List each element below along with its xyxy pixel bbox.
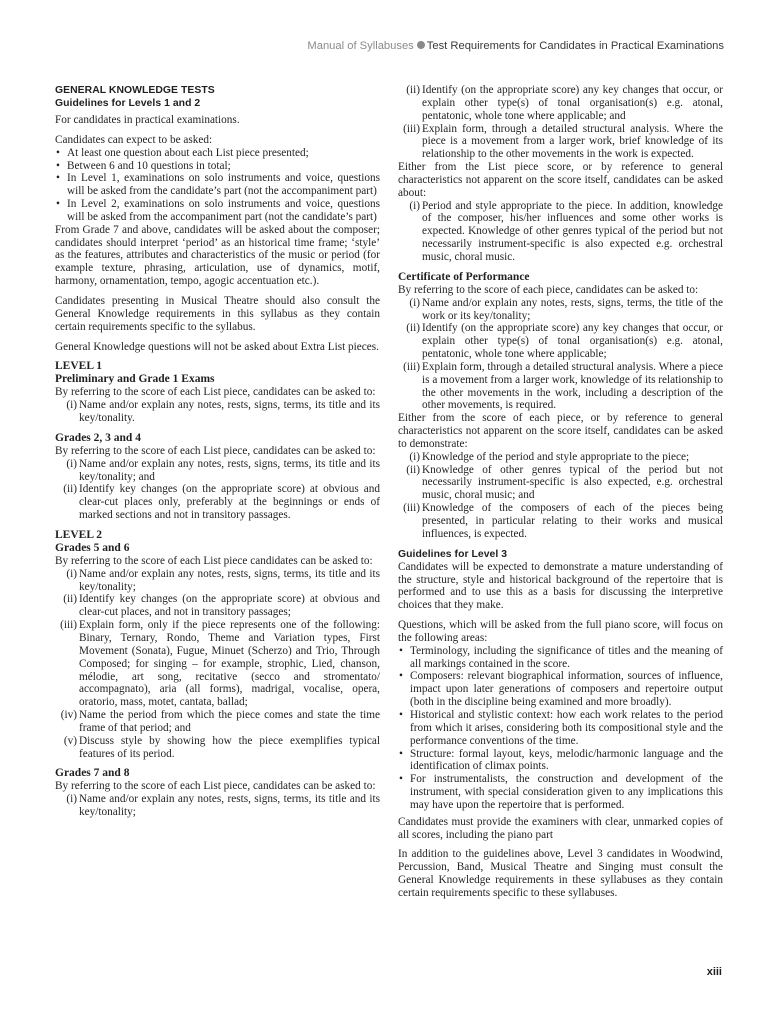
left-column bbox=[55, 84, 380, 819]
intro-practical: For candidates in practical examinations. bbox=[55, 114, 240, 126]
right-column bbox=[398, 84, 723, 900]
list-item: (iii) Explain form, through a detailed structural analysis. Where a piece is a movement from a larger work, knowledge of its relationship to the other movements in the work, including a description of the other movements, is required. bbox=[403, 360, 723, 412]
bullet-separator-icon bbox=[417, 41, 425, 49]
list-item: (iii) Explain form, through a detailed structural analysis. Where the piece is a movement from a larger work, brief knowledge of its relationship to the other movements in the work is expected. bbox=[403, 122, 723, 161]
section-title: Test Requirements for Candidates in Practical Examinations bbox=[426, 40, 724, 52]
list-item: (iv) Name the period from which the piece comes and state the time frame of that period; and bbox=[60, 709, 380, 734]
list-item: • In Level 1, examinations on solo instruments and voice, questions will be asked from the candidate’s part (not the accompaniment part) bbox=[55, 172, 380, 198]
extra-list-paragraph: General Knowledge questions will not be asked about Extra List pieces. bbox=[55, 340, 379, 353]
g3-list bbox=[398, 645, 723, 812]
g78-list bbox=[55, 793, 380, 819]
g56-list bbox=[55, 568, 380, 761]
list-item: (i) Name and/or explain any notes, rests, signs, terms, its title and its key/tonality; bbox=[66, 567, 380, 593]
g78-intro: By referring to the score of each List piece, candidates can be asked to: bbox=[55, 780, 376, 793]
list-item: (i) Knowledge of the period and style appropriate to the piece; bbox=[409, 450, 690, 463]
heading-grades-5-6: Grades 5 and 6 bbox=[55, 541, 130, 554]
heading-grades-7-8: Grades 7 and 8 bbox=[55, 767, 130, 780]
heading-grades-2-3-4: Grades 2, 3 and 4 bbox=[55, 431, 141, 444]
list-item: • For instrumentalists, the construction and development of the instrument, with special consideration given to any implications this may have upon the repertoire that is performed. bbox=[398, 773, 723, 812]
either-list bbox=[398, 200, 723, 264]
heading-guidelines-level-3: Guidelines for Level 3 bbox=[398, 548, 508, 560]
g3-paragraph-2: Questions, which will be asked from the full piano score, will focus on the following areas: bbox=[398, 619, 723, 644]
list-item: • Between 6 and 10 questions in total; bbox=[55, 160, 380, 173]
list-item: • At least one question about each List piece presented; bbox=[55, 147, 380, 160]
g234-list bbox=[55, 458, 380, 522]
prelim-intro: By referring to the score of each List piece, candidates can be asked to: bbox=[55, 386, 376, 399]
cop-either-list bbox=[398, 451, 723, 541]
list-item: (i) Name and/or explain any notes, rests, signs, terms, its title and its key/tonality; and bbox=[66, 457, 380, 483]
list-item: • Composers: relevant biographical information, sources of influence, impact upon later generations of composers and repertoire output (both in the discipline being examined and more broadly). bbox=[398, 670, 723, 709]
list-item: (i) Period and style appropriate to the piece. In addition, knowledge of the composer, his/her influences and some other works is expected. Knowledge of other genres typical of the period but not necessarily instrument-specific is also expected e.g. orchestral music, choral music. bbox=[409, 199, 723, 263]
cop-list bbox=[398, 297, 723, 413]
list-item: • Terminology, including the significance of titles and the meaning of all markings contained in the score. bbox=[398, 645, 723, 671]
g56-intro: By referring to the score of each List piece candidates can be asked to: bbox=[55, 554, 373, 567]
list-item: • Structure: formal layout, keys, melodic/harmonic language and the identification of climax points. bbox=[398, 748, 723, 774]
musical-theatre-paragraph: Candidates presenting in Musical Theatre should also consult the General Knowledge requirements in this syllabus as they contain certain requirements specific to the syllabus. bbox=[55, 294, 380, 333]
list-item: (i) Name and/or explain any notes, rests, signs, terms, its title and its key/tonality. bbox=[66, 399, 380, 425]
expect-intro: Candidates can expect to be asked: bbox=[55, 133, 213, 146]
list-item: (ii) Knowledge of other genres typical of the period but not necessarily instrument-specific is also expected, e.g. orchestral music, choral music; and bbox=[406, 463, 723, 502]
list-item: (ii) Identify (on the appropriate score) any key changes that occur, or explain other type(s) of tonal organisation(s) e.g. atonal, pentatonic, whole tone where applicable; and bbox=[406, 84, 723, 122]
list-item: (v) Discuss style by showing how the piece exemplifies typical features of its period. bbox=[63, 734, 380, 760]
manual-title: Manual of Syllabuses bbox=[307, 40, 414, 52]
list-item: • Historical and stylistic context: how each work relates to the period from which it arises, considering both its compositional style and the performance conventions of the time. bbox=[398, 709, 723, 748]
heading-level-1: LEVEL 1 bbox=[55, 360, 102, 373]
g234-intro: By referring to the score of each List piece, candidates can be asked to: bbox=[55, 444, 376, 457]
list-item: (ii) Identify key changes (on the appropriate score) at obvious and clear-cut places, and not in transitory passages; bbox=[63, 593, 380, 619]
list-item: (iii) Explain form, only if the piece represents one of the following: Binary, Ternary, Rondo, Theme and Variation types, First Movement (Sonata), Fugue, Minuet (Scherzo) and Trio, Through Composed; for singing – for example, strophic, Lied, chanson, mélodie, art song, recitative (secco and stromentato/ accompagnato), aria (all forms), madrigal, vocalise, opera, oratorio, mass, motet, cantata, ballad; bbox=[60, 619, 380, 709]
list-item: (ii) Identify (on the appropriate score) any key changes that occur, or explain other type(s) of tonal organisation(s) e.g. atonal, pentatonic, whole tone where applicable; bbox=[406, 322, 723, 361]
list-item: (i) Name and/or explain any notes, rests, signs, terms, its title and its key/tonality; bbox=[66, 793, 380, 819]
g78-list-continued bbox=[398, 84, 723, 161]
heading-certificate-of-performance: Certificate of Performance bbox=[398, 270, 530, 283]
list-item: (iii) Knowledge of the composers of each of the pieces being presented, in particular relating to their works and musical influences, is expected. bbox=[403, 502, 723, 540]
list-item: (i) Name and/or explain any notes, rests, signs, terms, the title of the work or its key/tonality; bbox=[409, 296, 723, 322]
page-number: xiii bbox=[706, 966, 722, 978]
g3-paragraph-4: In addition to the guidelines above, Level 3 candidates in Woodwind, Percussion, Band, Musical Theatre and Singing must consult the General Knowledge requirements in these syllabuses as they contain certain requirements specific to these syllabuses. bbox=[398, 848, 723, 899]
grade7-paragraph: From Grade 7 and above, candidates will be asked about the composer; candidates should interpret ‘period’ as an historical time frame; ‘style’ as the features, attributes and characteristics of the music or period (for example texture, phrasing, articulation, use of dynamics, motif, harmony, ornamentation, tempo, agogic accentuation etc.). bbox=[55, 223, 380, 288]
g3-paragraph-3: Candidates must provide the examiners with clear, unmarked copies of all scores, including the piano part bbox=[398, 815, 723, 841]
either-paragraph: Either from the List piece score, or by reference to general characteristics not apparent on the score itself, candidates can be asked about: bbox=[398, 161, 723, 199]
running-header bbox=[44, 38, 724, 54]
list-item: (ii) Identify key changes (on the appropriate score) at obvious and clear-cut places only, preferably at the beginnings or ends of marked sections and not in transitory passages. bbox=[63, 483, 380, 522]
prelim-list bbox=[55, 399, 380, 425]
cop-either-paragraph: Either from the score of each piece, or by reference to general characteristics not apparent on the score itself, candidates can be asked to demonstrate: bbox=[398, 412, 723, 450]
heading-preliminary-grade1: Preliminary and Grade 1 Exams bbox=[55, 373, 215, 386]
heading-level-2: LEVEL 2 bbox=[55, 528, 102, 541]
cop-intro: By referring to the score of each piece, candidates can be asked to: bbox=[398, 283, 699, 296]
list-item: • In Level 2, examinations on solo instruments and voice, questions will be asked from the accompaniment part (not the candidate’s part) bbox=[55, 198, 380, 224]
g3-paragraph-1: Candidates will be expected to demonstrate a mature understanding of the structure, style and historical background of the repertoire that is performed and to use this as a basis for discussing the interpretive choices that they make. bbox=[398, 560, 723, 612]
heading-guidelines-levels-1-2: Guidelines for Levels 1 and 2 bbox=[55, 98, 201, 109]
expect-list bbox=[55, 147, 380, 224]
heading-general-knowledge-tests: GENERAL KNOWLEDGE TESTS bbox=[55, 85, 215, 96]
